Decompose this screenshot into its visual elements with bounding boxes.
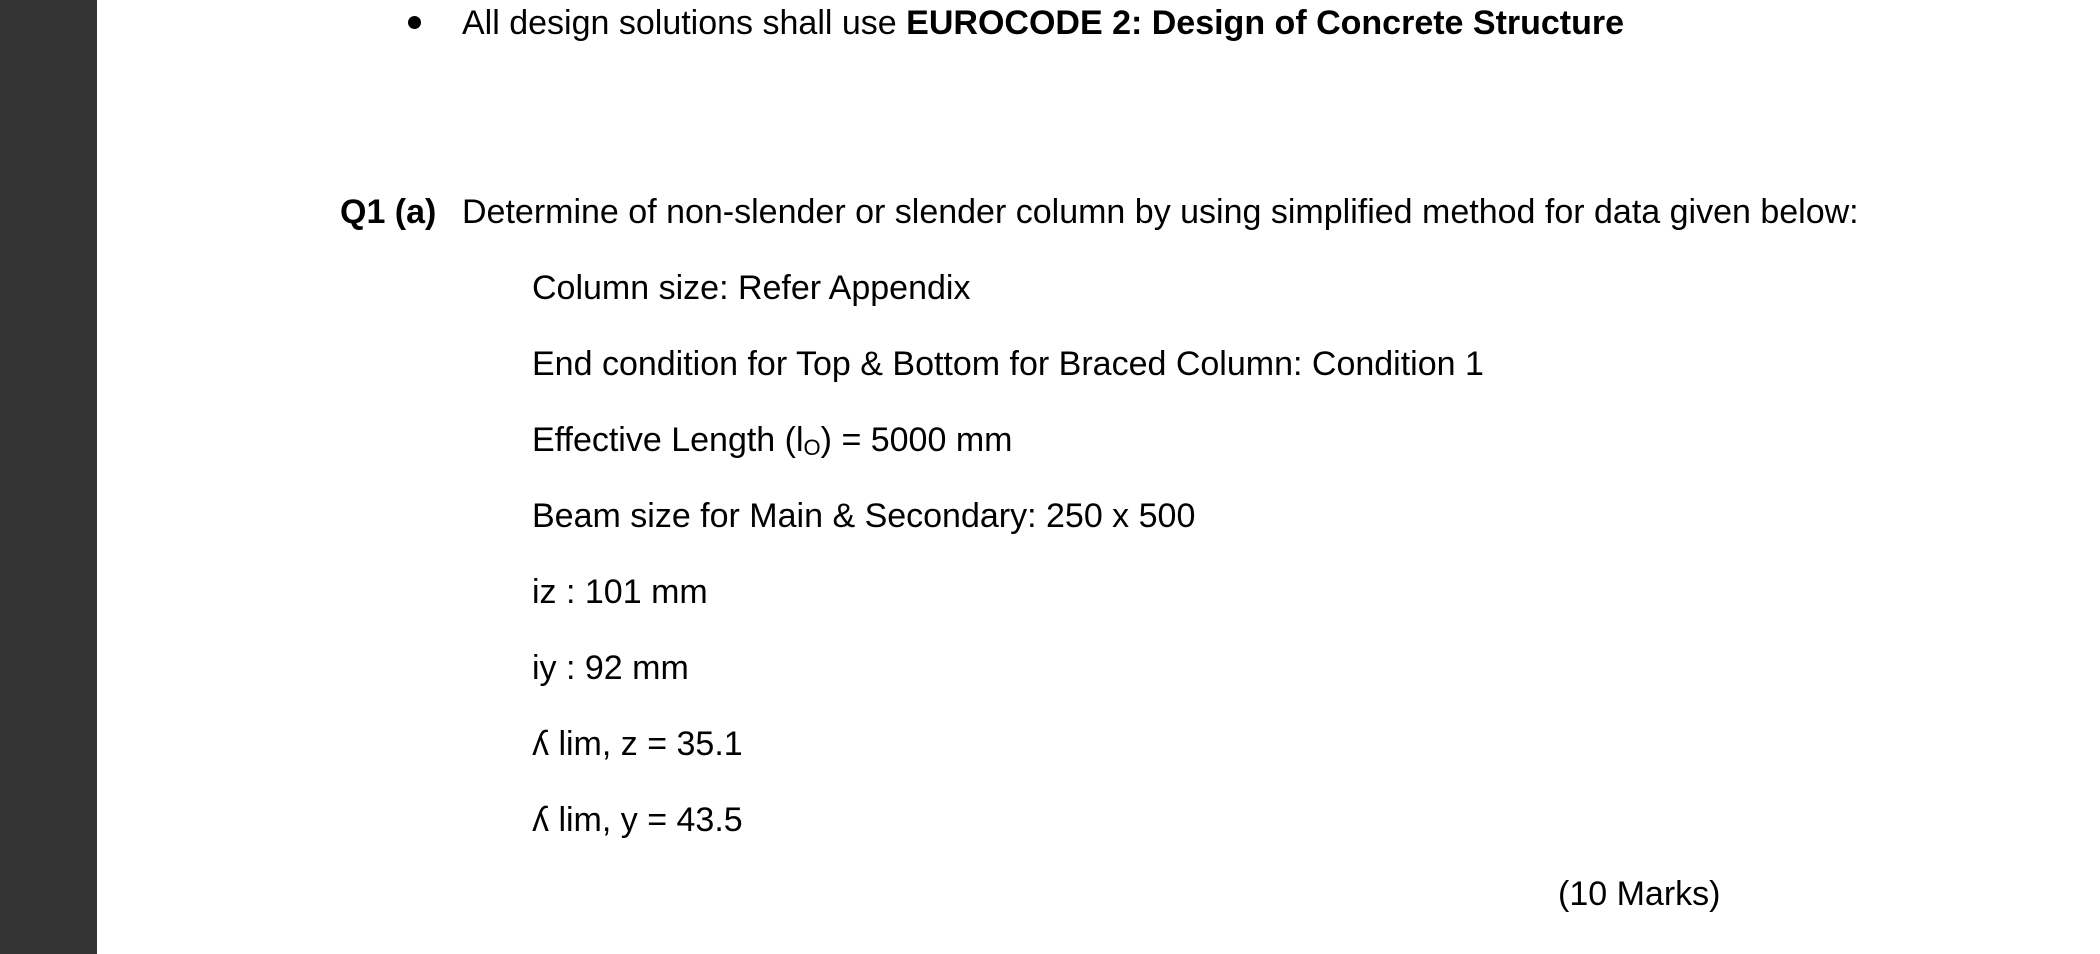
- question-text: Determine of non-slender or slender column by using simplified method for data given below:: [462, 193, 1859, 231]
- data-item-end-condition: End condition for Top & Bottom for Braced Column: Condition 1: [532, 345, 1484, 383]
- viewer-left-sidebar: [0, 0, 97, 954]
- data-item-beam-size: Beam size for Main & Secondary: 250 x 500: [532, 497, 1196, 535]
- data-item-iy: iy : 92 mm: [532, 649, 689, 687]
- design-standard-note: [462, 3, 1624, 43]
- question-label: Q1 (a): [340, 193, 437, 231]
- design-standard-prefix: All design solutions shall use: [462, 4, 907, 42]
- question-marks: (10 Marks): [1558, 875, 1721, 913]
- data-item-column-size: Column size: Refer Appendix: [532, 269, 971, 307]
- data-item-effective-length: [532, 420, 1012, 468]
- effective-length-prefix: Effective Length (l: [532, 421, 804, 459]
- data-item-iz: iz : 101 mm: [532, 573, 708, 611]
- data-item-lambda-lim-z: ʎ lim, z = 35.1: [532, 725, 743, 763]
- effective-length-subscript: O: [803, 435, 821, 460]
- effective-length-suffix: ) = 5000 mm: [820, 421, 1013, 459]
- design-standard-code: EUROCODE 2: Design of Concrete Structure: [906, 4, 1625, 42]
- bullet-icon: [408, 16, 421, 29]
- data-item-lambda-lim-y: ʎ lim, y = 43.5: [532, 801, 743, 839]
